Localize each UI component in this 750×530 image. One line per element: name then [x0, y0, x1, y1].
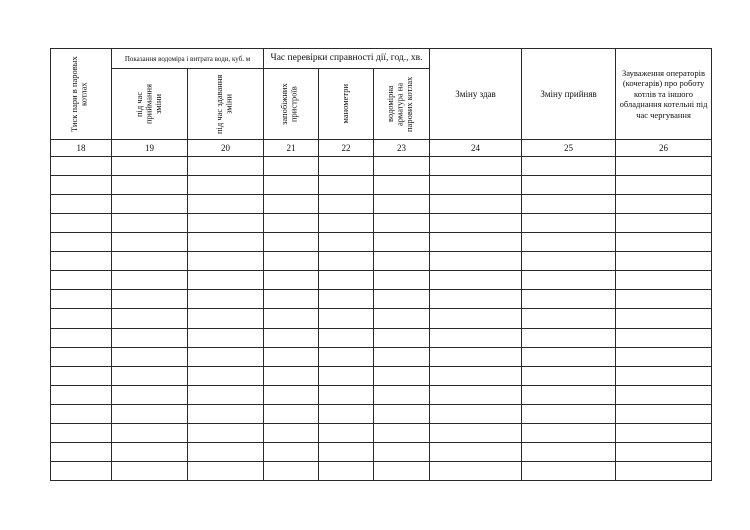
table-cell[interactable] — [264, 290, 319, 309]
table-cell[interactable] — [522, 347, 616, 366]
table-cell[interactable] — [374, 214, 430, 233]
table-cell[interactable] — [319, 423, 374, 442]
table-cell[interactable] — [616, 290, 712, 309]
table-cell[interactable] — [374, 271, 430, 290]
table-cell[interactable] — [616, 252, 712, 271]
table-cell[interactable] — [51, 366, 112, 385]
table-cell[interactable] — [264, 195, 319, 214]
table-cell[interactable] — [616, 214, 712, 233]
table-cell[interactable] — [319, 290, 374, 309]
table-cell[interactable] — [430, 176, 522, 195]
table-cell[interactable] — [264, 271, 319, 290]
table-cell[interactable] — [430, 252, 522, 271]
table-cell[interactable] — [112, 461, 188, 480]
table-cell[interactable] — [319, 271, 374, 290]
boiler-log-table — [50, 48, 712, 481]
table-cell[interactable] — [264, 157, 319, 176]
table-cell[interactable] — [188, 157, 264, 176]
table-cell[interactable] — [188, 290, 264, 309]
header-water-fittings-label: водомірна арматура на парових котлах — [384, 76, 414, 132]
table-cell[interactable] — [51, 290, 112, 309]
table-cell[interactable] — [374, 195, 430, 214]
header-safety-label: запобіжних пристроїв — [279, 83, 299, 125]
col-number-24: 24 — [430, 140, 522, 157]
table-cell[interactable] — [430, 195, 522, 214]
table-row — [51, 366, 712, 385]
table-cell[interactable] — [522, 157, 616, 176]
table-cell[interactable] — [51, 404, 112, 423]
table-cell[interactable] — [522, 195, 616, 214]
table-row — [51, 290, 712, 309]
table-cell[interactable] — [264, 347, 319, 366]
table-cell[interactable] — [616, 195, 712, 214]
table-cell[interactable] — [188, 309, 264, 328]
table-cell[interactable] — [112, 290, 188, 309]
table-cell[interactable] — [430, 347, 522, 366]
col-number-25: 25 — [522, 140, 616, 157]
table-cell[interactable] — [188, 442, 264, 461]
table-cell[interactable] — [616, 423, 712, 442]
table-cell[interactable] — [112, 195, 188, 214]
table-cell[interactable] — [264, 366, 319, 385]
table-cell[interactable] — [112, 271, 188, 290]
table-cell[interactable] — [319, 309, 374, 328]
table-cell[interactable] — [112, 328, 188, 347]
table-cell[interactable] — [264, 423, 319, 442]
table-cell[interactable] — [430, 309, 522, 328]
table-cell[interactable] — [374, 176, 430, 195]
table-row — [51, 252, 712, 271]
table-cell[interactable] — [522, 309, 616, 328]
table-cell[interactable] — [319, 157, 374, 176]
table-cell[interactable] — [522, 328, 616, 347]
table-row — [51, 195, 712, 214]
table-row — [51, 157, 712, 176]
table-cell[interactable] — [616, 328, 712, 347]
table-row — [51, 461, 712, 480]
table-cell[interactable] — [51, 442, 112, 461]
table-cell[interactable] — [112, 176, 188, 195]
header-water-fittings — [374, 69, 430, 140]
table-cell[interactable] — [430, 290, 522, 309]
table-cell[interactable] — [51, 195, 112, 214]
table-cell[interactable] — [51, 423, 112, 442]
col-number-23: 23 — [374, 140, 430, 157]
table-cell[interactable] — [319, 385, 374, 404]
table-cell[interactable] — [51, 385, 112, 404]
col-number-18: 18 — [51, 140, 112, 157]
table-cell[interactable] — [430, 442, 522, 461]
table-cell[interactable] — [616, 176, 712, 195]
table-cell[interactable] — [522, 385, 616, 404]
header-meter-handover-label: під час здавання зміни — [213, 74, 233, 134]
table-cell[interactable] — [319, 214, 374, 233]
col-number-19: 19 — [112, 140, 188, 157]
table-cell[interactable] — [112, 385, 188, 404]
table-cell[interactable] — [51, 214, 112, 233]
table-cell[interactable] — [188, 404, 264, 423]
table-cell[interactable] — [522, 404, 616, 423]
table-cell[interactable] — [616, 442, 712, 461]
col-number-20: 20 — [188, 140, 264, 157]
table-cell[interactable] — [264, 233, 319, 252]
table-cell[interactable] — [51, 309, 112, 328]
table-cell[interactable] — [264, 385, 319, 404]
table-cell[interactable] — [51, 461, 112, 480]
table-cell[interactable] — [188, 176, 264, 195]
table-cell[interactable] — [374, 461, 430, 480]
header-meter-accept — [112, 69, 188, 140]
col-number-22: 22 — [319, 140, 374, 157]
header-handed-over: Зміну здав — [430, 49, 522, 140]
table-cell[interactable] — [374, 328, 430, 347]
table-row — [51, 328, 712, 347]
table-cell[interactable] — [430, 366, 522, 385]
table-cell[interactable] — [112, 214, 188, 233]
table-cell[interactable] — [112, 366, 188, 385]
table-cell[interactable] — [374, 290, 430, 309]
table-row — [51, 176, 712, 195]
table-cell[interactable] — [616, 309, 712, 328]
table-cell[interactable] — [112, 157, 188, 176]
table-cell[interactable] — [319, 233, 374, 252]
table-cell[interactable] — [374, 157, 430, 176]
table-cell[interactable] — [319, 195, 374, 214]
table-cell[interactable] — [51, 233, 112, 252]
table-cell[interactable] — [430, 271, 522, 290]
table-cell[interactable] — [112, 233, 188, 252]
col-number-26: 26 — [616, 140, 712, 157]
table-row — [51, 271, 712, 290]
table-cell[interactable] — [264, 442, 319, 461]
table-row — [51, 309, 712, 328]
table-cell[interactable] — [264, 252, 319, 271]
table-cell[interactable] — [430, 214, 522, 233]
table-cell[interactable] — [430, 461, 522, 480]
table-cell[interactable] — [319, 347, 374, 366]
table-cell[interactable] — [51, 271, 112, 290]
header-meter-group: Показання водоміра і витрата води, куб. м — [112, 49, 264, 69]
table-row — [51, 214, 712, 233]
table-cell[interactable] — [319, 404, 374, 423]
table-cell[interactable] — [374, 423, 430, 442]
table-cell[interactable] — [616, 385, 712, 404]
table-cell[interactable] — [522, 366, 616, 385]
table-cell[interactable] — [51, 347, 112, 366]
table-cell[interactable] — [430, 385, 522, 404]
header-check-group: Час перевірки справності дії, год., хв. — [264, 49, 430, 69]
table-cell[interactable] — [112, 442, 188, 461]
header-row-1 — [51, 49, 712, 69]
table-cell[interactable] — [188, 347, 264, 366]
table-cell[interactable] — [522, 176, 616, 195]
table-cell[interactable] — [319, 442, 374, 461]
table-row — [51, 347, 712, 366]
table-cell[interactable] — [616, 347, 712, 366]
table-cell[interactable] — [319, 461, 374, 480]
table-cell[interactable] — [188, 214, 264, 233]
table-cell[interactable] — [522, 233, 616, 252]
table-cell[interactable] — [374, 309, 430, 328]
table-cell[interactable] — [264, 328, 319, 347]
header-safety — [264, 69, 319, 140]
table-cell[interactable] — [51, 252, 112, 271]
column-number-row — [51, 140, 712, 157]
table-cell[interactable] — [188, 385, 264, 404]
table-cell[interactable] — [522, 271, 616, 290]
table-cell[interactable] — [319, 366, 374, 385]
table-cell[interactable] — [374, 233, 430, 252]
table-cell[interactable] — [522, 252, 616, 271]
table-cell[interactable] — [374, 347, 430, 366]
table-cell[interactable] — [522, 461, 616, 480]
table-row — [51, 423, 712, 442]
table-cell[interactable] — [112, 252, 188, 271]
table-cell[interactable] — [112, 347, 188, 366]
header-manometers — [319, 69, 374, 140]
col-number-21: 21 — [264, 140, 319, 157]
header-remarks: Зауваження операторів (кочегарів) про роботу котлів та іншого обладнання котельні під час чергування — [616, 49, 712, 140]
table-cell[interactable] — [112, 423, 188, 442]
header-pressure-label: Тиск пари в паровых котлах — [69, 56, 89, 132]
table-cell[interactable] — [616, 404, 712, 423]
header-accepted: Зміну прийняв — [522, 49, 616, 140]
table-cell[interactable] — [374, 442, 430, 461]
table-row — [51, 404, 712, 423]
table-cell[interactable] — [188, 423, 264, 442]
table-cell[interactable] — [51, 328, 112, 347]
table-cell[interactable] — [264, 404, 319, 423]
header-manometers-label: манометри — [340, 84, 351, 124]
table-cell[interactable] — [264, 176, 319, 195]
table-cell[interactable] — [374, 252, 430, 271]
table-cell[interactable] — [319, 328, 374, 347]
table-cell[interactable] — [374, 366, 430, 385]
table-cell[interactable] — [319, 176, 374, 195]
table-cell[interactable] — [188, 252, 264, 271]
table-cell[interactable] — [319, 252, 374, 271]
table-cell[interactable] — [188, 461, 264, 480]
table-cell[interactable] — [616, 157, 712, 176]
table-cell[interactable] — [430, 423, 522, 442]
table-cell[interactable] — [616, 271, 712, 290]
table-cell[interactable] — [264, 214, 319, 233]
table-cell[interactable] — [374, 404, 430, 423]
table-cell[interactable] — [112, 404, 188, 423]
table-cell[interactable] — [112, 309, 188, 328]
table-cell[interactable] — [616, 366, 712, 385]
table-cell[interactable] — [522, 423, 616, 442]
table-cell[interactable] — [522, 290, 616, 309]
table-cell[interactable] — [430, 157, 522, 176]
table-cell[interactable] — [264, 309, 319, 328]
table-cell[interactable] — [264, 461, 319, 480]
table-cell[interactable] — [188, 366, 264, 385]
table-cell[interactable] — [522, 214, 616, 233]
header-meter-accept-label: під час приймання зміни — [133, 84, 163, 125]
table-cell[interactable] — [188, 195, 264, 214]
table-cell[interactable] — [616, 461, 712, 480]
table-cell[interactable] — [51, 176, 112, 195]
table-cell[interactable] — [188, 328, 264, 347]
table-cell[interactable] — [522, 442, 616, 461]
table-cell[interactable] — [188, 271, 264, 290]
table-row — [51, 385, 712, 404]
table-cell[interactable] — [430, 233, 522, 252]
table-cell[interactable] — [374, 385, 430, 404]
table-cell[interactable] — [430, 404, 522, 423]
table-row — [51, 442, 712, 461]
table-cell[interactable] — [51, 157, 112, 176]
table-cell[interactable] — [188, 233, 264, 252]
header-meter-handover — [188, 69, 264, 140]
header-pressure — [51, 49, 112, 140]
table-cell[interactable] — [430, 328, 522, 347]
table-cell[interactable] — [616, 233, 712, 252]
table-row — [51, 233, 712, 252]
